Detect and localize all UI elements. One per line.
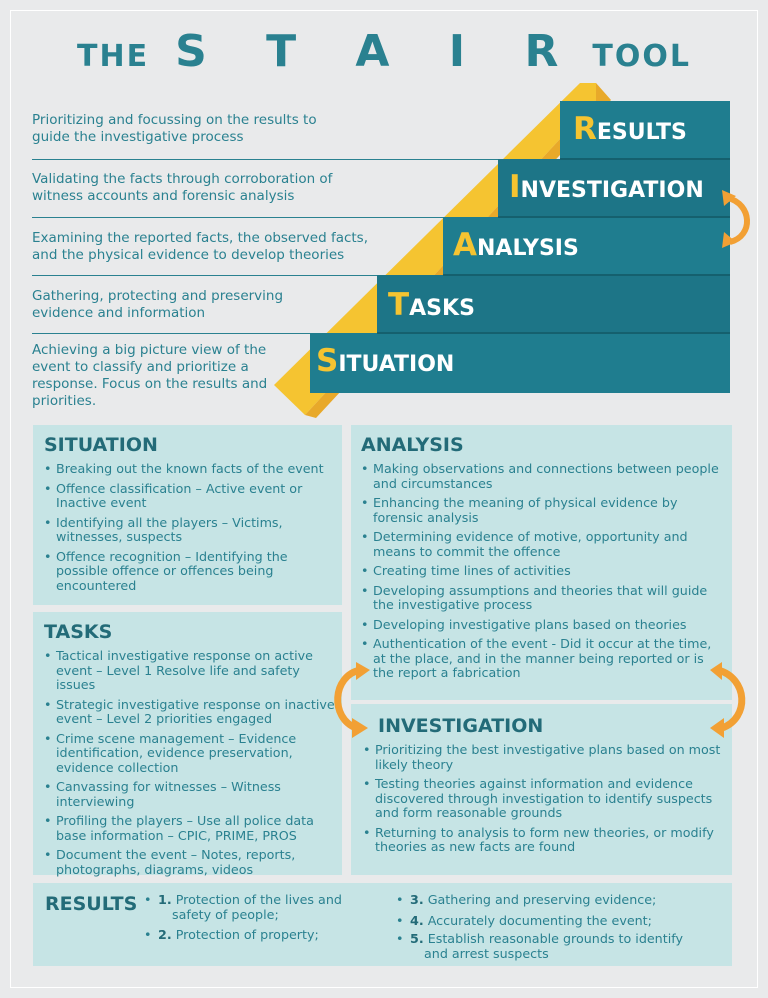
step-label-results: RESULTS bbox=[573, 111, 687, 147]
cycle-arrow-left-icon bbox=[326, 662, 376, 742]
list-item: • Determining evidence of motive, opportunity and means to commit the offence bbox=[361, 530, 723, 559]
cycle-arrow-right-icon bbox=[710, 662, 754, 742]
list-item: • Crime scene management – Evidence identification, evidence preservation, evidence collection bbox=[44, 732, 339, 776]
results-list-left bbox=[158, 893, 383, 949]
investigation-list bbox=[363, 743, 723, 860]
list-item: • Developing assumptions and theories that will guide the investigative process bbox=[361, 584, 723, 613]
tasks-panel bbox=[33, 612, 342, 875]
list-item: • Canvassing for witnesses – Witness interviewing bbox=[44, 780, 339, 809]
list-item: • 2. Protection of property; bbox=[158, 928, 383, 943]
step-label-analysis: ANALYSIS bbox=[453, 227, 579, 263]
analysis-heading: ANALYSIS bbox=[361, 434, 464, 456]
title-suffix: TOOL bbox=[592, 39, 691, 74]
list-item: • Document the event – Notes, reports, photographs, diagrams, videos bbox=[44, 848, 339, 877]
step-separator bbox=[32, 333, 310, 334]
list-item: • Tactical investigative response on active event – Level 1 Resolve life and safety issues bbox=[44, 649, 339, 693]
list-item: • Offence recognition – Identifying the possible offence or offences being encountered bbox=[44, 550, 336, 594]
title-prefix: THE bbox=[77, 39, 150, 74]
list-item: • Enhancing the meaning of physical evidence by forensic analysis bbox=[361, 496, 723, 525]
step-separator bbox=[32, 159, 498, 160]
situation-heading: SITUATION bbox=[44, 434, 158, 456]
list-item: • 3. Gathering and preserving evidence; bbox=[410, 893, 700, 908]
step-desc-investigation: Validating the facts through corroboration of witness accounts and forensic analysis bbox=[32, 171, 333, 204]
situation-list bbox=[44, 462, 336, 598]
list-item: • Authentication of the event - Did it occur at the time, at the place, and in the manner being reported or is the report a fabrication bbox=[361, 637, 723, 681]
step-desc-results: Prioritizing and focussing on the results to guide the investigative process bbox=[32, 112, 317, 145]
step-desc-situation: Achieving a big picture view of the event to classify and prioritize a response. Focus on the results and priorities. bbox=[32, 342, 268, 409]
list-item: • 1. Protection of the lives and safety of people; bbox=[158, 893, 383, 922]
loop-arrow-icon bbox=[728, 198, 747, 242]
list-item: • Testing theories against information and evidence discovered through investigation to identify suspects and form reasonable grounds bbox=[363, 777, 723, 821]
step-label-investigation: INVESTIGATION bbox=[509, 169, 704, 205]
situation-panel bbox=[33, 425, 342, 605]
analysis-list bbox=[361, 462, 723, 686]
step-separator bbox=[32, 217, 443, 218]
list-item: • Making observations and connections between people and circumstances bbox=[361, 462, 723, 491]
list-item: • Breaking out the known facts of the event bbox=[44, 462, 336, 477]
list-item: • Developing investigative plans based on theories bbox=[361, 618, 723, 633]
step-desc-tasks: Gathering, protecting and preserving evidence and information bbox=[32, 288, 284, 321]
results-list-right bbox=[410, 893, 700, 967]
results-heading: RESULTS bbox=[45, 893, 138, 915]
tasks-list bbox=[44, 649, 339, 882]
results-panel bbox=[33, 883, 732, 966]
list-item: • Profiling the players – Use all police data base information – CPIC, PRIME, PROS bbox=[44, 814, 339, 843]
step-label-situation: SITUATION bbox=[316, 343, 455, 379]
list-item: • Strategic investigative response on inactive event – Level 2 priorities engaged bbox=[44, 698, 339, 727]
list-item: • Prioritizing the best investigative plans based on most likely theory bbox=[363, 743, 723, 772]
investigation-heading: INVESTIGATION bbox=[378, 715, 544, 737]
analysis-panel bbox=[351, 425, 732, 700]
list-item: • Creating time lines of activities bbox=[361, 564, 723, 579]
step-separator bbox=[32, 275, 377, 276]
step-desc-analysis: Examining the reported facts, the observed facts, and the physical evidence to develop theories bbox=[32, 230, 369, 263]
list-item: • Identifying all the players – Victims, witnesses, suspects bbox=[44, 516, 336, 545]
step-label-tasks: TASKS bbox=[388, 287, 475, 323]
list-item: • 4. Accurately documenting the event; bbox=[410, 914, 700, 929]
list-item: • 5. Establish reasonable grounds to identify and arrest suspects bbox=[410, 932, 700, 961]
title-main: S T A I R bbox=[175, 26, 581, 77]
list-item: • Returning to analysis to form new theories, or modify theories as new facts are found bbox=[363, 826, 723, 855]
list-item: • Offence classification – Active event or Inactive event bbox=[44, 482, 336, 511]
tasks-heading: TASKS bbox=[44, 621, 113, 643]
investigation-panel bbox=[351, 704, 732, 875]
